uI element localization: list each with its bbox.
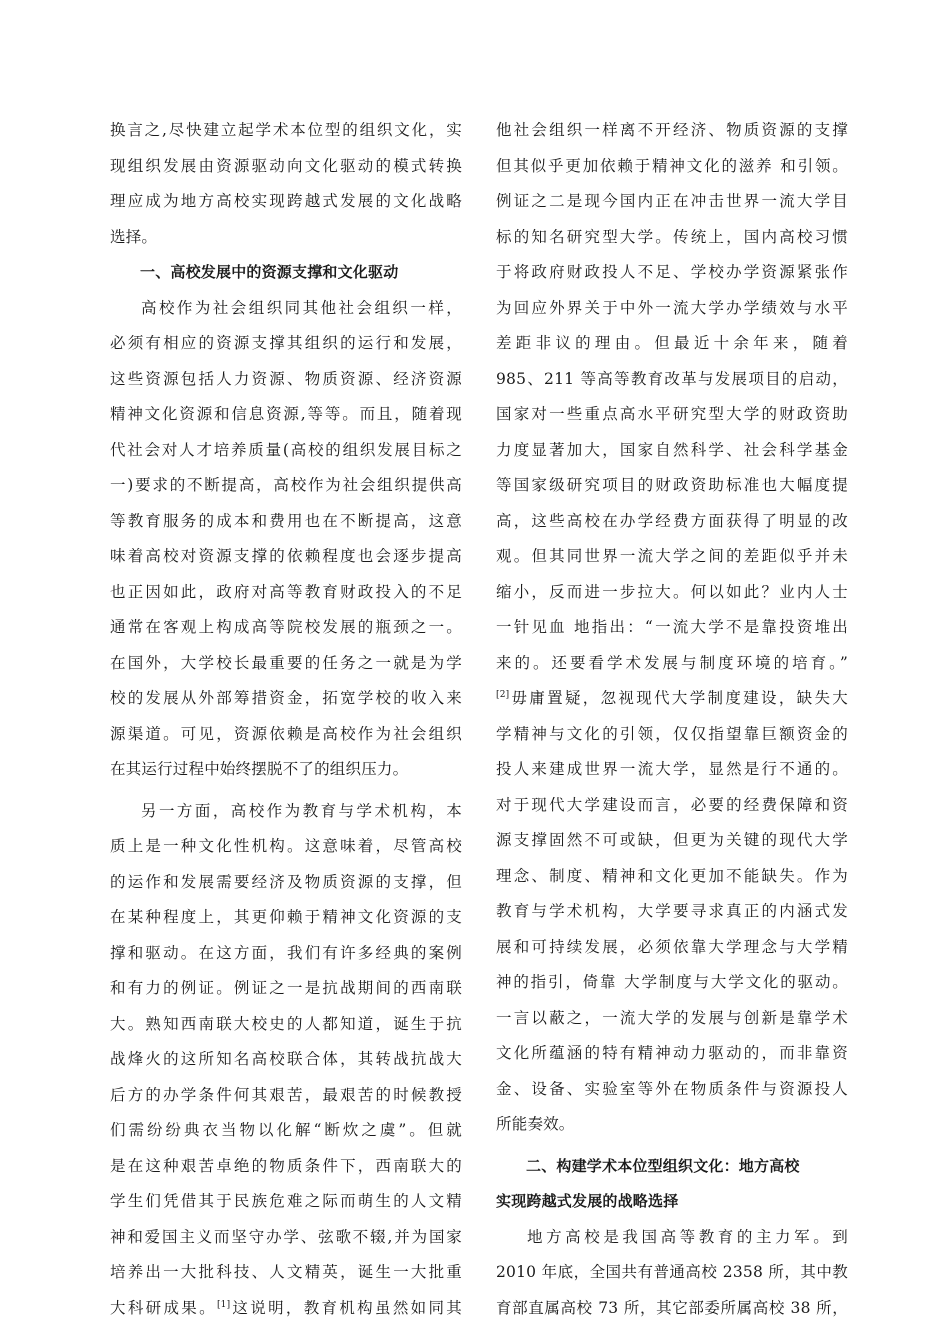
text-line: 对于现代大学建设而言，必要的经费保障和资 — [496, 795, 848, 814]
text-line: 例证之二是现今国内正在冲击世界一流大学目 — [496, 192, 848, 210]
text-line: 一言以蔽之，一流大学的发展与创新是靠学术 — [496, 1008, 848, 1027]
text-line: 源支撑固然不可或缺，但更为关键的现代大学 — [496, 831, 848, 849]
section-heading-1: 一、高校发展中的资源支撑和文化驱动 — [140, 263, 399, 281]
text-line: 在某种程度上，其更仰赖于精神文化资源的支 — [110, 908, 462, 926]
text-line: 教育与学术机构，大学要寻求真正的内涵式发 — [496, 902, 848, 920]
text-line: 通常在客观上构成高等院校发展的瓶颈之一。 — [110, 618, 462, 636]
text-line: 一针见血 地指出：“一流大学不是靠投资堆出 — [496, 618, 848, 636]
text-line: 神和爱国主义而坚守办学、弦歌不辍,并为国家 — [110, 1227, 462, 1246]
text-line: 撑和驱动。在这方面，我们有许多经典的案例 — [110, 943, 462, 962]
text-line: 标的知名研究型大学。传统上，国内高校习惯 — [496, 227, 848, 246]
text-line: 大。熟知西南联大校史的人都知道，诞生于抗 — [110, 1014, 462, 1033]
text-line — [496, 681, 848, 717]
text-line: 高校作为社会组织同其他社会组织一样， — [141, 298, 462, 317]
text-line: 高，这些高校在办学经费方面获得了明显的改 — [496, 511, 848, 530]
text-line: 缩小，反而进一步拉大。何以如此？业内人士 — [496, 582, 848, 601]
text-line: 地方高校是我国高等教育的主力军。到 — [527, 1227, 848, 1246]
right-column — [496, 113, 848, 1326]
citation-ref: [1] — [216, 1299, 231, 1310]
intro-paragraph — [110, 113, 462, 255]
text-line: 投人来建成世界一流大学，显然是行不通的。 — [496, 760, 848, 778]
text-line: 在国外，大学校长最重要的任务之一就是为学 — [110, 653, 462, 672]
section-heading-2 — [496, 1149, 848, 1220]
paragraph-2-continued — [496, 113, 848, 1143]
text-line: 来的。还要看学术发展与制度环境的培育。” — [496, 653, 848, 672]
citation-ref: [2] — [496, 689, 510, 700]
text-line: 后方的办学条件何其艰苦，最艰苦的时候教授 — [110, 1085, 462, 1104]
text-line: 现组织发展由资源驱动向文化驱动的模式转换 — [110, 156, 462, 175]
text-line: 源渠道。可见，资源依赖是高校作为社会组织 — [110, 724, 462, 743]
text-line: 神的指引，倚靠 大学制度与大学文化的驱动。 — [496, 973, 848, 991]
text-line: 等教育服务的成本和费用也在不断提高，这意 — [110, 511, 462, 530]
text-line: 代社会对人才培养质量(高校的组织发展目标之 — [110, 440, 462, 459]
text-line: 学生们凭借其于民族危难之际而萌生的人文精 — [110, 1192, 462, 1210]
text-line: 金、设备、实验室等外在物质条件与资源投人 — [496, 1079, 848, 1098]
text-line: 文化所蕴涵的特有精神动力驱动的，而非靠资 — [496, 1044, 848, 1062]
text-line: 于将政府财政投人不足、学校办学资源紧张作 — [496, 263, 848, 281]
text-line: 味着高校对资源支撑的依赖程度也会逐步提高 — [110, 547, 462, 565]
paragraph-2 — [110, 794, 462, 1327]
text-line: 等国家级研究项目的财政资助标准也大幅度提 — [496, 476, 848, 494]
text-line: 也正因如此，政府对高等教育财政投入的不足 — [110, 582, 462, 601]
text-segment: 毋庸置疑，忽视现代大学制度建设，缺失大 — [509, 689, 848, 707]
text-line: 质上是一种文化性机构。这意味着，尽管高校 — [110, 837, 462, 855]
text-line: 必须有相应的资源支撑其组织的运行和发展， — [110, 334, 462, 352]
text-line: 精神文化资源和信息资源,等等。而且，随着现 — [110, 405, 462, 423]
text-line: 差距非议的理由。但最近十余年来，随着 — [496, 334, 848, 352]
text-line: 和有力的例证。例证之一是抗战期间的西南联 — [110, 979, 462, 997]
text-line: 985、211 等高等教育改革与发展项目的启动， — [496, 369, 848, 388]
heading-line: 二、构建学术本位型组织文化：地方高校 — [526, 1156, 800, 1175]
text-line: 培养出一大批科技、人文精英，诞生一大批重 — [110, 1263, 462, 1281]
text-line: 国家对一些重点高水平研究型大学的财政资助 — [496, 405, 848, 423]
text-line: 理念、制度、精神和文化更加不能缺失。作为 — [496, 866, 848, 885]
text-line: 2010 年底，全国共有普通高校 2358 所，其中教 — [496, 1263, 848, 1281]
text-segment: 大科研成果。 — [110, 1298, 217, 1317]
text-line: 展和可持续发展，必须依靠大学理念与大学精 — [496, 937, 848, 956]
text-line — [110, 1291, 462, 1327]
text-line: 在其运行过程中始终摆脱不了的组织压力。 — [110, 760, 409, 778]
text-line: 战烽火的这所知名高校联合体，其转战抗战大 — [110, 1050, 462, 1068]
text-line: 们需纷纷典衣当物以化解“断炊之虞”。但就 — [110, 1121, 462, 1139]
text-line: 但其似乎更加依赖于精神文化的滋养 和引领。 — [496, 156, 848, 175]
text-line: 一)要求的不断提高，高校作为社会组织提供高 — [110, 476, 462, 494]
heading-line: 实现跨越式发展的战略选择 — [496, 1192, 679, 1210]
text-line: 另一方面，高校作为教育与学术机构，本 — [141, 801, 462, 820]
text-line: 所能奏效。 — [496, 1115, 575, 1133]
text-line: 观。但其同世界一流大学之间的差距似乎并未 — [496, 547, 848, 565]
text-line: 学精神与文化的引领，仅仅指望靠巨额资金的 — [496, 724, 848, 743]
text-line: 力度显著加大，国家自然科学、社会科学基金 — [496, 440, 848, 459]
text-line: 选择。 — [110, 227, 158, 246]
text-segment: 这说明，教育机构虽然如同其 — [230, 1298, 462, 1317]
text-line: 育部直属高校 73 所，其它部委所属高校 38 所， — [496, 1298, 848, 1317]
text-line: 他社会组织一样离不开经济、物质资源的支撑 — [496, 121, 848, 139]
paragraph-3 — [496, 1220, 848, 1327]
text-line: 理应成为地方高校实现跨越式发展的文化战略 — [110, 192, 462, 210]
text-line: 是在这种艰苦卓绝的物质条件下，西南联大的 — [110, 1156, 462, 1175]
paragraph-1 — [110, 291, 462, 788]
text-line: 这些资源包括人力资源、物质资源、经济资源 — [110, 369, 462, 388]
left-column — [110, 113, 462, 1326]
text-line: 为回应外界关于中外一流大学办学绩效与水平 — [496, 298, 848, 317]
text-line: 换言之,尽快建立起学术本位型的组织文化，实 — [110, 121, 462, 139]
text-line: 的运作和发展需要经济及物质资源的支撑，但 — [110, 872, 462, 891]
text-line: 校的发展从外部筹措资金，拓宽学校的收入来 — [110, 689, 462, 707]
